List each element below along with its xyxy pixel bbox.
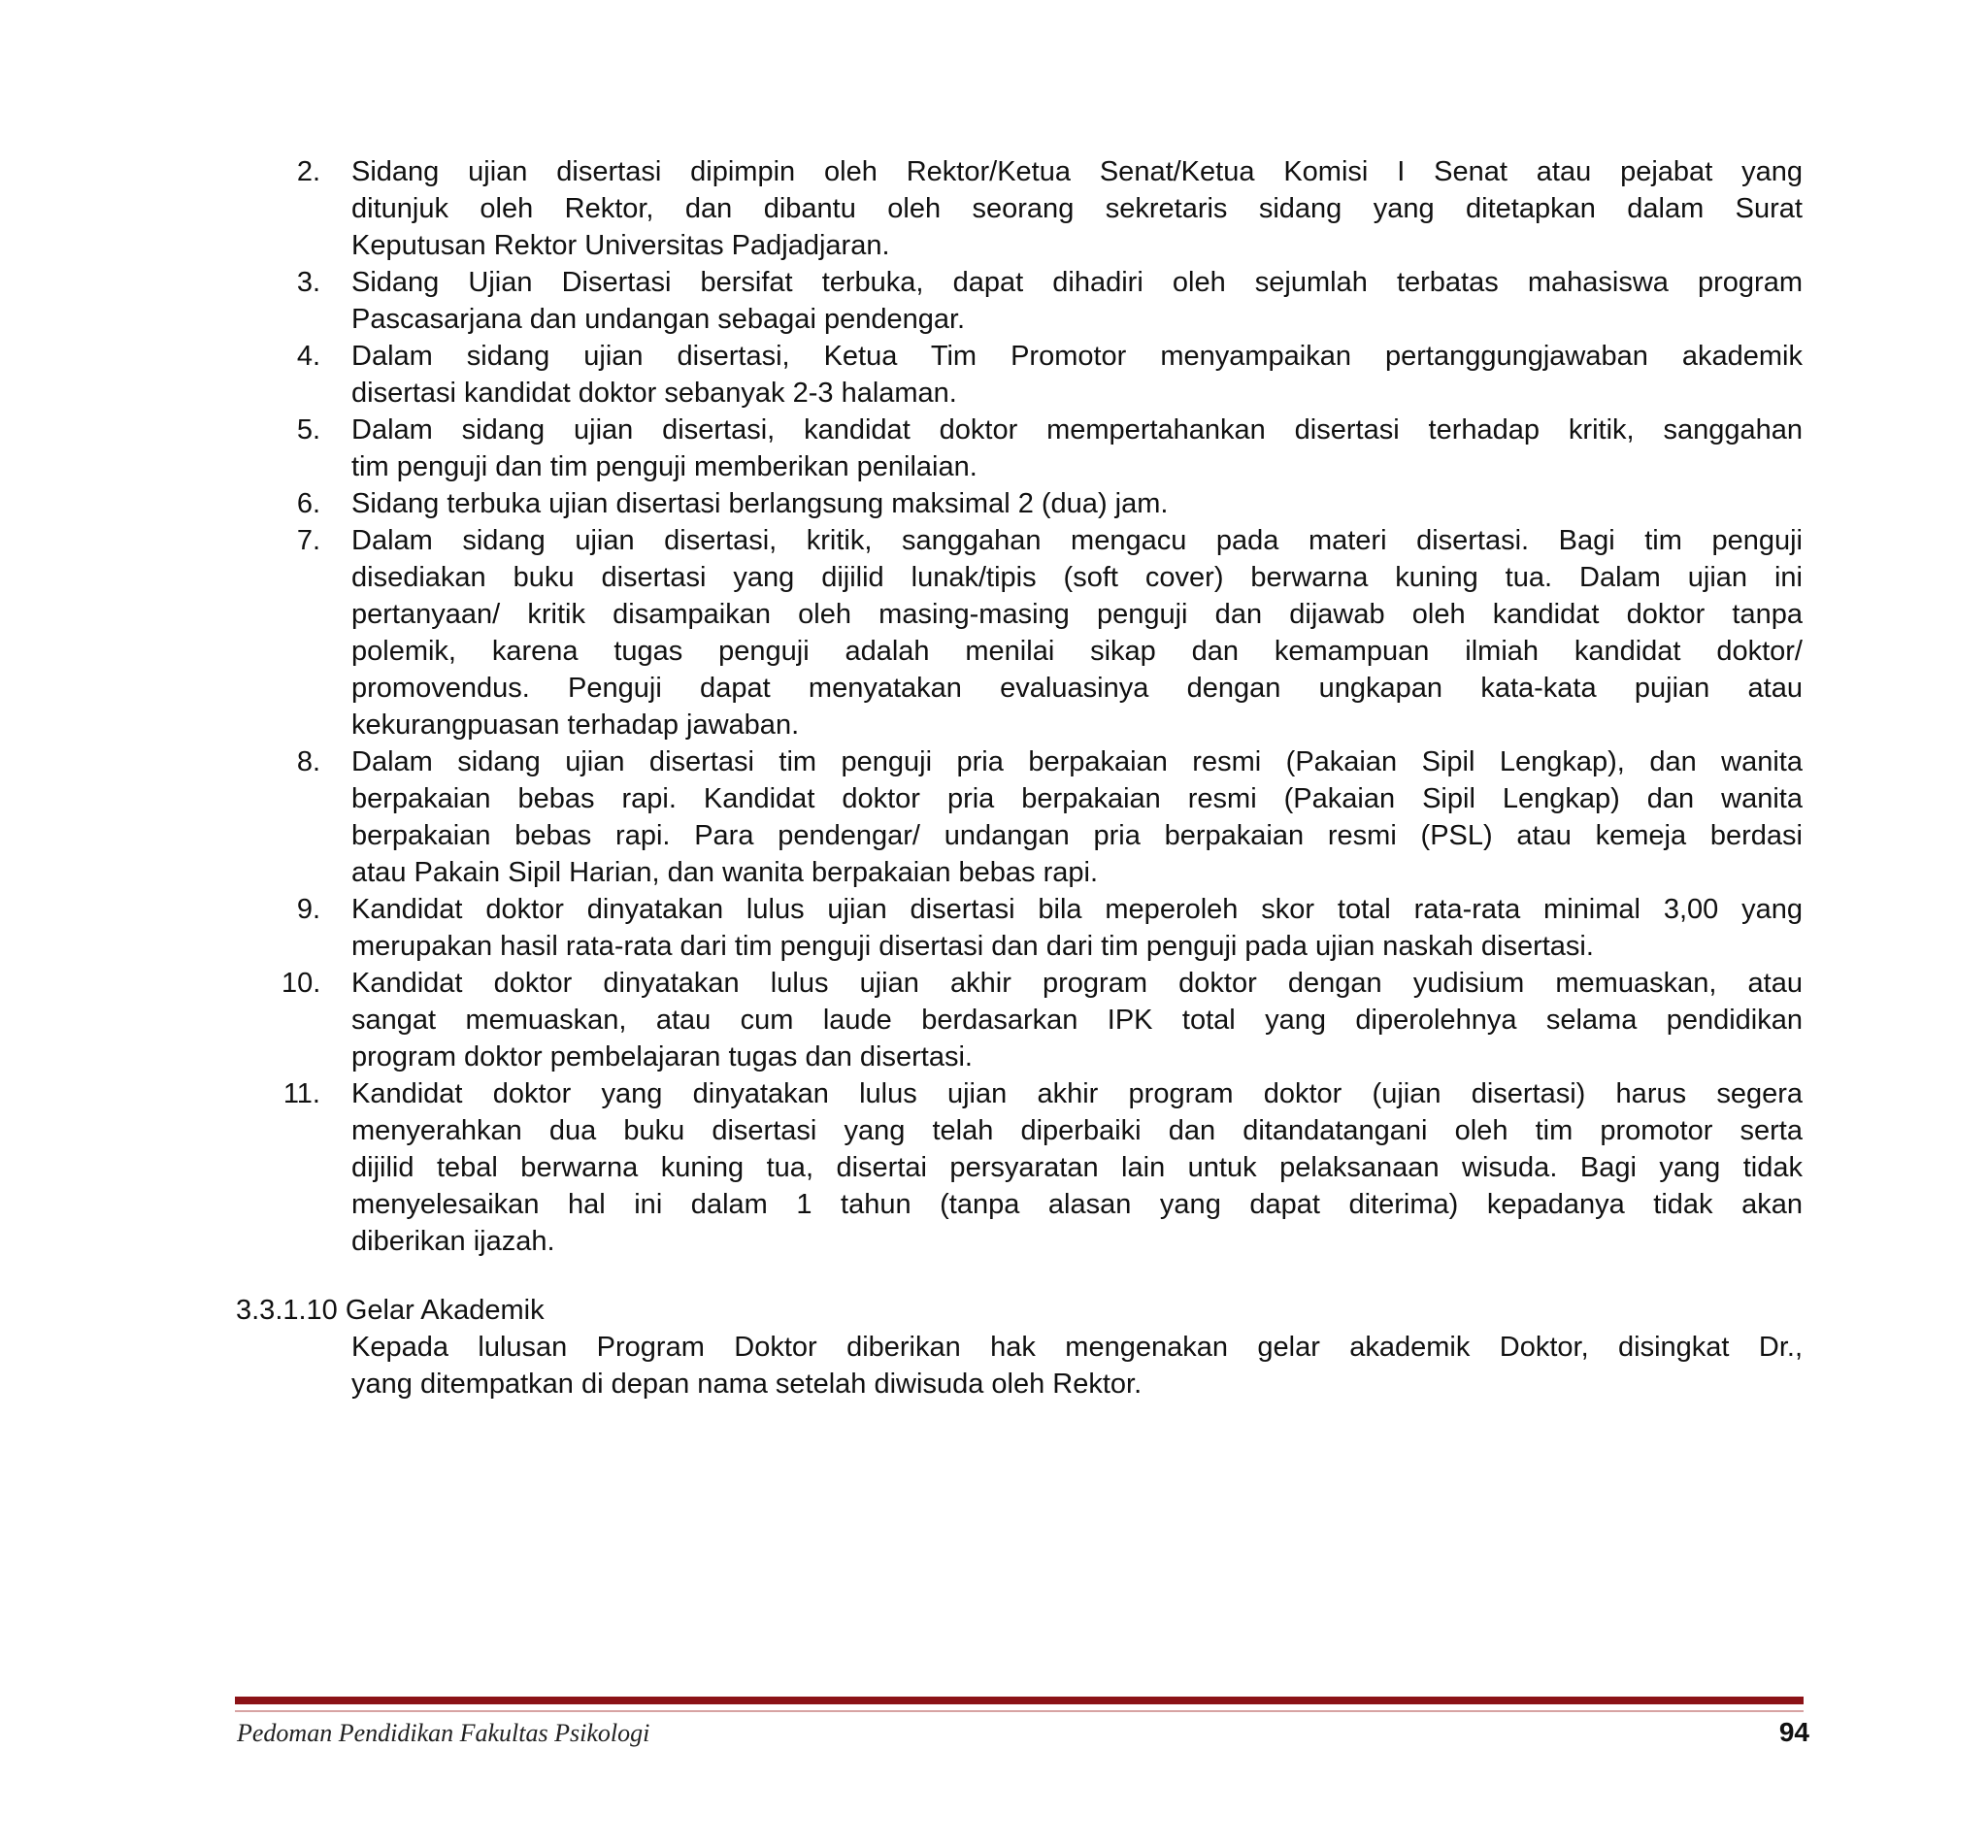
section-paragraph [351,1329,1803,1402]
text-line: merupakan hasil rata-rata dari tim penguji disertasi dan dari tim penguji pada ujian naskah disertasi. [351,931,1594,962]
text-line: Kandidat doktor dinyatakan lulus ujian disertasi bila meperoleh skor total rata-rata minimal 3,00 yang [351,894,1803,925]
list-number: 10. [282,968,321,999]
list-number: 11. [282,1078,320,1109]
text-line: berpakaian bebas rapi. Para pendengar/ undangan pria berpakaian resmi (PSL) atau kemeja berdasi [351,820,1803,851]
section-heading: 3.3.1.10 Gelar Akademik [236,1295,545,1326]
text-line: Kepada lulusan Program Doktor diberikan hak mengenakan gelar akademik Doktor, disingkat Dr., [351,1332,1803,1363]
text-line: kekurangpuasan terhadap jawaban. [351,710,800,741]
text-line: berpakaian bebas rapi. Kandidat doktor pria berpakaian resmi (Pakaian Sipil Lengkap) dan wanita [351,783,1803,814]
text-line: menyelesaikan hal ini dalam 1 tahun (tanpa alasan yang dapat diterima) kepadanya tidak akan [351,1189,1803,1220]
text-line: Sidang ujian disertasi dipimpin oleh Rektor/Ketua Senat/Ketua Komisi I Senat atau pejabat yang [351,156,1803,187]
text-line: disediakan buku disertasi yang dijilid lunak/tipis (soft cover) berwarna kuning tua. Dalam ujian ini [351,562,1803,593]
text-line: tim penguji dan tim penguji memberikan penilaian. [351,451,977,482]
text-line: Dalam sidang ujian disertasi, kandidat doktor mempertahankan disertasi terhadap kritik, sanggahan [351,414,1803,446]
text-line: Keputusan Rektor Universitas Padjadjaran. [351,230,890,261]
footer-rule-thin [235,1710,1804,1712]
list-number: 5. [296,414,320,446]
text-line: Sidang Ujian Disertasi bersifat terbuka, dapat dihadiri oleh sejumlah terbatas mahasiswa program [351,267,1803,298]
text-line: sangat memuaskan, atau cum laude berdasarkan IPK total yang diperolehnya selama pendidikan [351,1005,1803,1036]
list-number: 9. [296,894,320,925]
list-number: 6. [296,488,320,519]
text-line: polemik, karena tugas penguji adalah menilai sikap dan kemampuan ilmiah kandidat doktor/ [351,636,1803,667]
list-number: 8. [296,746,320,777]
text-line: diberikan ijazah. [351,1226,555,1257]
text-line: dijilid tebal berwarna kuning tua, disertai persyaratan lain untuk pelaksanaan wisuda. Bagi yang tidak [351,1152,1803,1183]
list-number: 4. [296,341,320,372]
list-text [351,338,1803,412]
list-text [351,485,1803,522]
list-text [351,743,1803,891]
text-line: Dalam sidang ujian disertasi tim penguji pria berpakaian resmi (Pakaian Sipil Lengkap), dan wanita [351,746,1803,777]
list-text [351,965,1803,1075]
text-line: Kandidat doktor dinyatakan lulus ujian akhir program doktor dengan yudisium memuaskan, atau [351,968,1803,999]
footer-title: Pedoman Pendidikan Fakultas Psikologi [237,1719,650,1747]
list-text [351,1075,1803,1260]
text-line: Pascasarjana dan undangan sebagai pendengar. [351,304,966,335]
text-line: atau Pakain Sipil Harian, dan wanita berpakaian bebas rapi. [351,857,1098,888]
text-line: ditunjuk oleh Rektor, dan dibantu oleh seorang sekretaris sidang yang ditetapkan dalam Surat [351,193,1803,224]
list-number: 2. [296,156,320,187]
text-line: pertanyaan/ kritik disampaikan oleh masing-masing penguji dan dijawab oleh kandidat doktor tanpa [351,599,1803,630]
list-text [351,891,1803,965]
text-line: Sidang terbuka ujian disertasi berlangsung maksimal 2 (dua) jam. [351,488,1169,519]
text-line: menyerahkan dua buku disertasi yang telah diperbaiki dan ditandatangani oleh tim promotor serta [351,1115,1803,1146]
list-text [351,412,1803,485]
list-text [351,153,1803,264]
text-line: Dalam sidang ujian disertasi, Ketua Tim Promotor menyampaikan pertanggungjawaban akademik [351,341,1803,372]
list-text [351,522,1803,743]
text-line: program doktor pembelajaran tugas dan disertasi. [351,1041,973,1072]
footer-rule [235,1697,1804,1704]
list-number: 7. [296,525,320,556]
text-line: Kandidat doktor yang dinyatakan lulus ujian akhir program doktor (ujian disertasi) harus segera [351,1078,1803,1109]
text-line: promovendus. Penguji dapat menyatakan evaluasinya dengan ungkapan kata-kata pujian atau [351,673,1803,704]
text-line: disertasi kandidat doktor sebanyak 2-3 halaman. [351,378,957,409]
text-line: Dalam sidang ujian disertasi, kritik, sanggahan mengacu pada materi disertasi. Bagi tim penguji [351,525,1803,556]
text-line: yang ditempatkan di depan nama setelah diwisuda oleh Rektor. [351,1369,1143,1400]
list-number: 3. [296,267,320,298]
list-text [351,264,1803,338]
page-number: 94 [1778,1717,1809,1747]
